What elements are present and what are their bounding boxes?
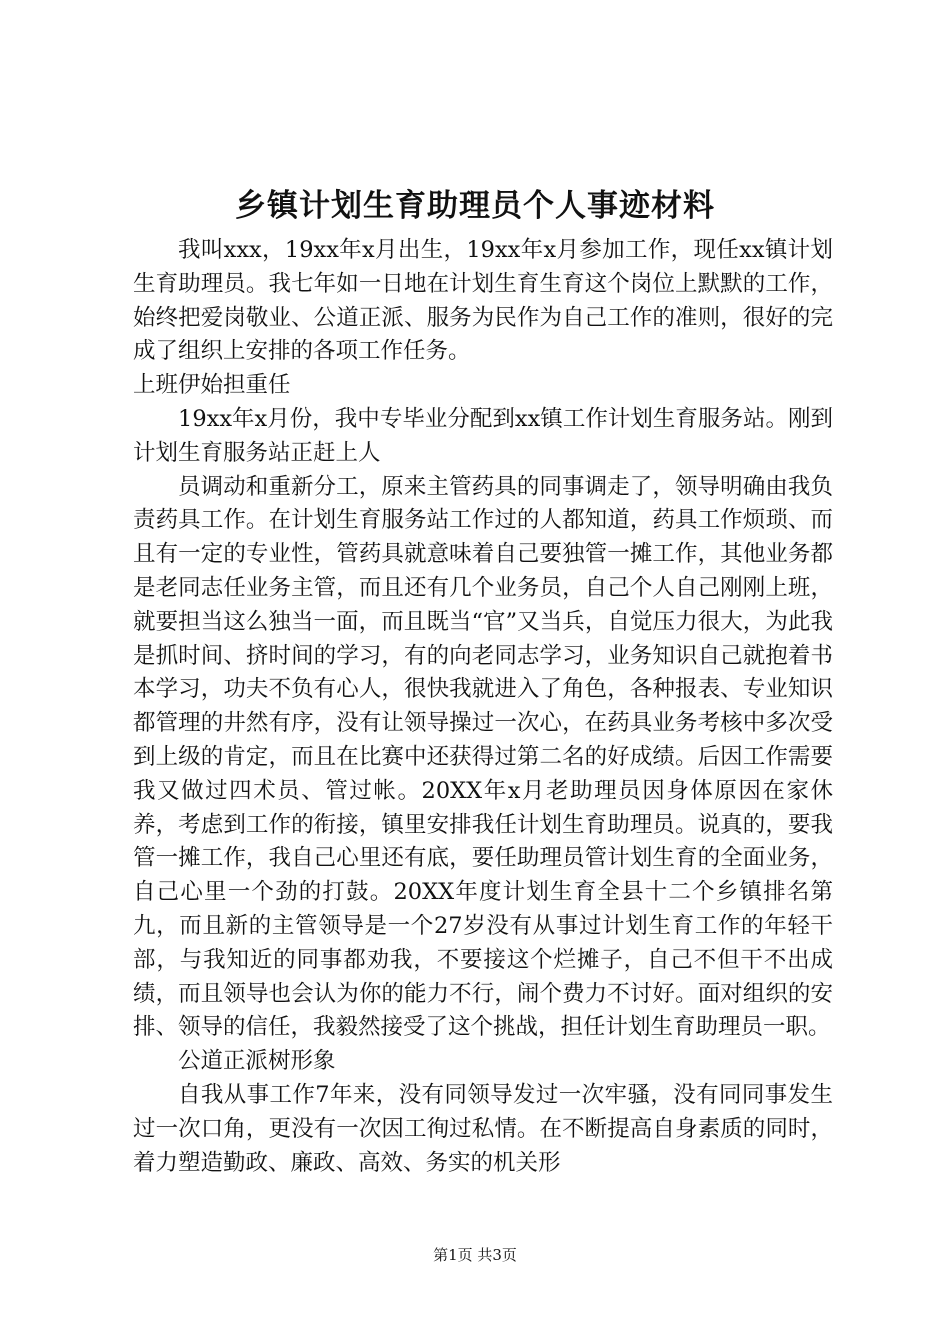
document-body	[133, 234, 833, 1180]
section-heading-1: 上班伊始担重任	[133, 372, 291, 399]
document-title: 乡镇计划生育助理员个人事迹材料	[235, 188, 715, 224]
paragraph-main: 员调动和重新分工，原来主管药具的同事调走了，领导明确由我负责药具工作。在计划生育服务站工作过的人都知道，药具工作烦琐、而且有一定的专业性，管药具就意味着自己要独管一摊工作，其他业务都是老同志任业务主管，而且还有几个业务员，自己个人自己刚刚上班，就要担当这么独当一面，而且既当“官”又当兵，自觉压力很大，为此我是抓时间、挤时间的学习，有的向老同志学习，业务知识自己就抱着书本学习，功夫不负有心人，很快我就进入了角色，各种报表、专业知识都管理的井然有序，没有让领导操过一次心，在药具业务考核中多次受到上级的肯定，而且在比赛中还获得过第二名的好成绩。后因工作需要我又做过四术员、管过帐。20XX年x月老助理员因身体原因在家休养，考虑到工作的衔接，镇里安排我任计划生育助理员。说真的，要我管一摊工作，我自己心里还有底，要任助理员管计划生育的全面业务，自己心里一个劲的打鼓。20XX年度计划生育全县十二个乡镇排名第九，而且新的主管领导是一个27岁没有从事过计划生育工作的年轻干部，与我知近的同事都劝我，不要接这个烂摊子，自己不但干不出成绩，而且领导也会认为你的能力不行，闹个费力不讨好。面对组织的安排、领导的信任，我毅然接受了这个挑战，担任计划生育助理员一职。	[133, 473, 833, 1041]
paragraph-intro: 我叫xxx，19xx年x月出生，19xx年x月参加工作，现任xx镇计划生育助理员。我七年如一日地在计划生育生育这个岗位上默默的工作，始终把爱岗敬业、公道正派、服务为民作为自己工作的准则，很好的完成了组织上安排的各项工作任务。	[133, 237, 833, 365]
paragraph-start: 19xx年x月份，我中专毕业分配到xx镇工作计划生育服务站。刚到计划生育服务站正赶上人	[133, 405, 833, 466]
section-heading-2: 公道正派树形象	[178, 1048, 336, 1075]
page-footer: 第1页 共3页	[433, 1246, 517, 1264]
paragraph-integrity: 自我从事工作7年来，没有同领导发过一次牢骚，没有同同事发生过一次口角，更没有一次因工徇过私情。在不断提高自身素质的同时，着力塑造勤政、廉政、高效、务实的机关形	[133, 1081, 833, 1176]
